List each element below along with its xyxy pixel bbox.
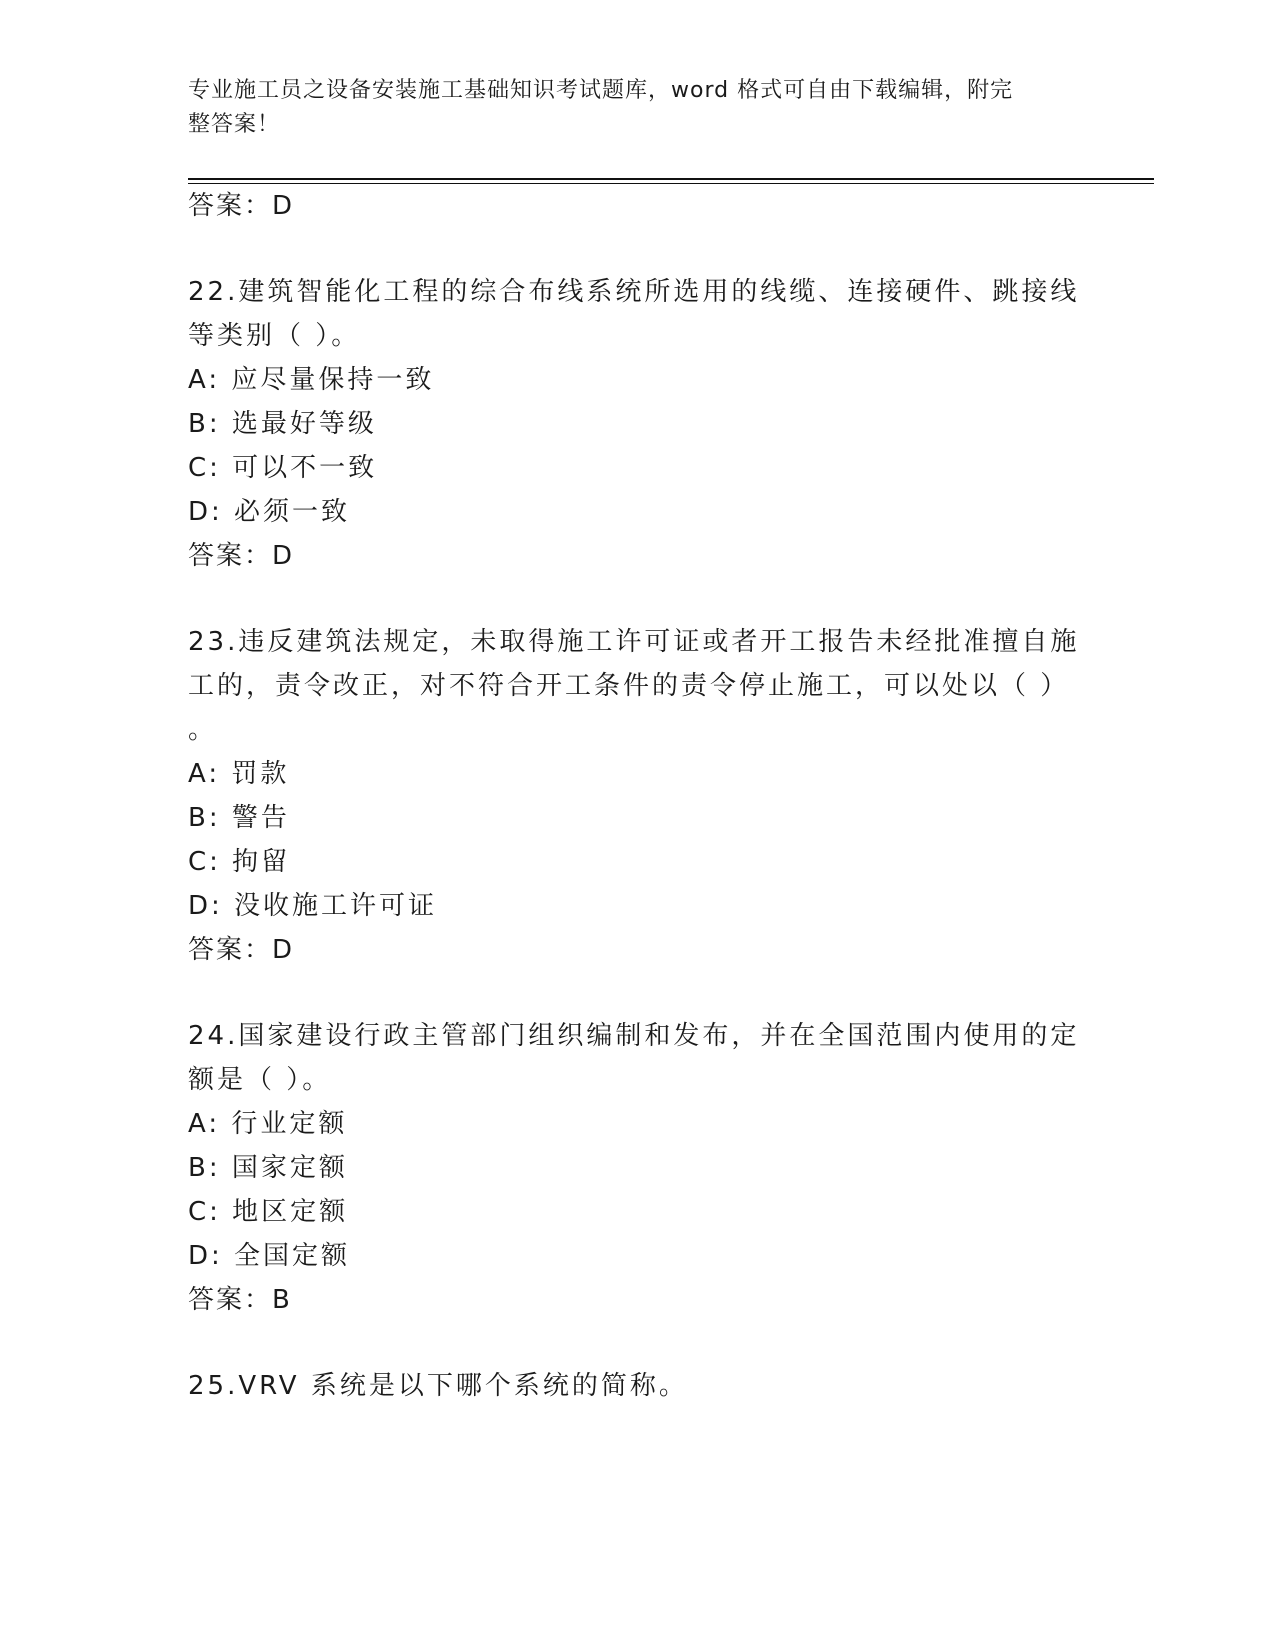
question-24-answer: 答案：B (188, 1285, 292, 1315)
question-24-option-c: C: 地区定额 (188, 1197, 349, 1227)
question-23-stem-line-3: 。 (188, 715, 218, 745)
question-22-answer: 答案：D (188, 541, 295, 571)
question-24-option-b: B: 国家定额 (188, 1153, 348, 1183)
question-22-stem-line-2: 等类别（ ）。 (188, 321, 361, 351)
question-24-stem-line-2: 额是（ ）。 (188, 1065, 332, 1095)
document-header (188, 74, 1068, 142)
question-24-option-d: D: 全国定额 (188, 1241, 351, 1271)
question-23-stem-line-2: 工的，责令改正，对不符合开工条件的责令停止施工，可以处以（ ） (188, 671, 1070, 701)
question-24-option-a: A: 行业定额 (188, 1109, 348, 1139)
question-22-stem-line-1: 22.建筑智能化工程的综合布线系统所选用的线缆、连接硬件、跳接线 (188, 277, 1080, 307)
question-23-option-c: C: 拘留 (188, 847, 291, 877)
question-22-option-c: C: 可以不一致 (188, 453, 378, 483)
question-23-stem-line-1: 23.违反建筑法规定，未取得施工许可证或者开工报告未经批准擅自施 (188, 627, 1080, 657)
question-24-stem-line-1: 24.国家建设行政主管部门组织编制和发布，并在全国范围内使用的定 (188, 1021, 1080, 1051)
header-line-1: 专业施工员之设备安装施工基础知识考试题库，word 格式可自由下载编辑，附完 (188, 78, 1014, 103)
previous-answer: 答案：D (188, 191, 295, 221)
question-23-option-a: A: 罚款 (188, 759, 290, 789)
question-22-option-d: D: 必须一致 (188, 497, 351, 527)
question-23-answer: 答案：D (188, 935, 295, 965)
question-25-stem-line-1: 25.VRV 系统是以下哪个系统的简称。 (188, 1371, 688, 1401)
header-divider-thin (188, 183, 1154, 184)
header-divider-thick (188, 178, 1154, 180)
question-22-option-b: B: 选最好等级 (188, 409, 377, 439)
question-23-option-d: D: 没收施工许可证 (188, 891, 438, 921)
question-23-option-b: B: 警告 (188, 803, 290, 833)
question-22-option-a: A: 应尽量保持一致 (188, 365, 435, 395)
header-line-2: 整答案！ (188, 112, 281, 137)
